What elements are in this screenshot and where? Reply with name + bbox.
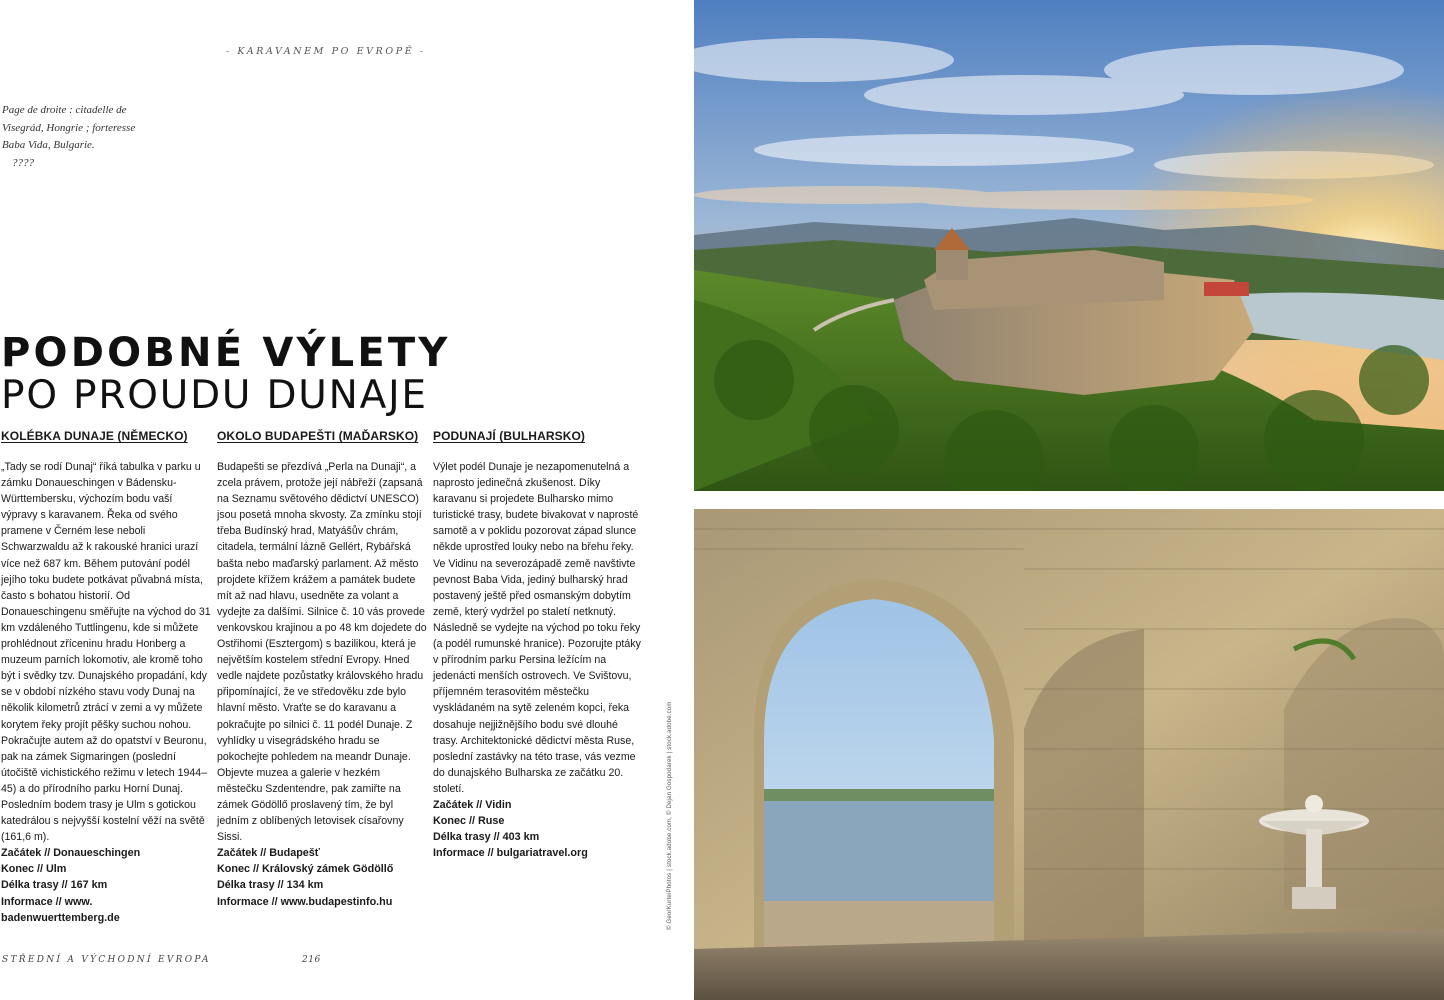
photo-credit: © GeorKurteiPhotos | stock.adobe.com, © Dejan Gospodarek | stock.adobe.com (667, 701, 673, 930)
fact-start: Začátek // Vidin (433, 798, 512, 811)
column-heading: OKOLO BUDAPEŠTI (MAĎARSKO) (217, 429, 419, 443)
caption-marks: ???? (12, 156, 34, 169)
caption-text: Page de droite : citadelle de Visegrád, Hongrie ; forteresse Baba Vida, Bulgarie. (2, 104, 136, 151)
folio-section: STŘEDNÍ A VÝCHODNÍ EVROPA (2, 955, 211, 965)
column-body: Budapešti se přezdívá „Perla na Dunaji“, a zcela právem, protože její nábřeží (zapsaná na Seznamu světového dědictví UNESCO) jsou posetá mnoha skvosty. Za zmínku stojí třeba Budínský hrad, Matyášův chrám, citadela, termální lázně Gellért, Rybářská bašta nebo maďarský parlament. Až město projdete křížem krážem a památek budete mít až nad hlavu, usedněte za volant a vydejte za dalšími. Silnice č. 10 vás provede venkovskou krajinou a po 48 km dojedete do Ostřihomi (Esztergom) s bazilikou, která je největším kostelem střední Evropy. Hned vedle najdete pozůstatky královského hradu připomínající, že ve středověku zde bylo hlavní město. Vraťte se do karavanu a pokračujte po silnici č. 11 podél Dunaje. Z vyhlídky u visegrádského hradu se pokochejte pohledem na meandr Dunaje. Objevte muzea a galerie v hezkém městečku Szdentendre, pak zamiřte na zámek Gödöllő proslavený tím, že byl jedním z oblíbených letovisek císařovny Sissi. (217, 461, 427, 844)
fact-end: Konec // Ruse (433, 815, 505, 828)
photo-visegrad-citadel (694, 0, 1444, 491)
column-bulgaria (433, 428, 643, 861)
column-hungary (217, 428, 427, 910)
fortress-illustration (694, 509, 1444, 1000)
fact-end: Konec // Ulm (1, 863, 67, 876)
fact-length: Délka trasy // 403 km (433, 831, 540, 844)
route-facts (433, 797, 643, 861)
photo-baba-vida-fortress (694, 509, 1444, 1000)
route-facts (1, 845, 211, 925)
fact-info: Informace // bulgariatravel.org (433, 847, 588, 860)
citadel-illustration (694, 0, 1444, 491)
fact-length: Délka trasy // 134 km (217, 879, 324, 892)
column-heading: PODUNAJÍ (BULHARSKO) (433, 429, 585, 443)
article-title (1, 330, 451, 416)
fact-start: Začátek // Budapešť (217, 847, 320, 860)
title-line-2: PO PROUDU DUNAJE (1, 373, 428, 418)
fact-info: Informace // www.budapestinfo.hu (217, 895, 393, 908)
fact-info-url: badenwuerttemberg.de (1, 911, 120, 924)
fact-info: Informace // www. (1, 895, 93, 908)
fact-length: Délka trasy // 167 km (1, 879, 108, 892)
running-head: - KARAVANEM PO EVROPĚ - (226, 46, 426, 57)
fact-end: Konec // Královský zámek Gödöllő (217, 863, 394, 876)
page-number: 216 (302, 955, 321, 965)
column-body: „Tady se rodí Dunaj“ říká tabulka v parku u zámku Donaueschingen v Bádensku-Württembersku, výchozím bodu vaší výpravy s karavanem. Řeka od svého pramene v Černém lese neboli Schwarzwaldu až k rakouské hranici urazí více než 687 km. Během putování podél jejího toku budete potkávat půvabná místa, často s bohatou historií. Od Donaueschingenu směřujte na východ do 31 km vzdáleného Tuttlingenu, kde si můžete prohlédnout zříceninu hradu Honberg a muzeum parních lokomotiv, ale kromě toho být i svědky tzv. Dunajského propadání, kdy se v období nízkého stavu vody Dunaj na několik kilometrů ztrácí v zemi a vy můžete korytem řeky projít pěšky suchou nohou. Pokračujte autem až do opatství v Beuronu, pak na zámek Sigmaringen (poslední útočiště vichistického režimu v letech 1944–45) a do přírodního parku Horní Dunaj. Posledním bodem trasy je Ulm s gotickou katedrálou s nejvyšší kostelní věží na světě (161,6 m). (1, 461, 211, 844)
title-line-1: PODOBNÉ VÝLETY (1, 330, 451, 376)
route-facts (217, 845, 427, 909)
column-germany (1, 428, 211, 926)
fact-start: Začátek // Donaueschingen (1, 847, 141, 860)
photo-caption (2, 102, 152, 172)
column-body: Výlet podél Dunaje je nezapomenutelná a naprosto jedinečná zkušenost. Díky karavanu si projedete Bulharsko mimo turistické trasy, budete bivakovat v naprosté samotě a v poklidu pozorovat západ slunce někde uprostřed louky nebo na břehu řeky. Ve Vidinu na severozápadě země navštivte pevnost Baba Vida, jediný bulharský hrad postavený ještě před osmanským dobytím země, který vydržel po staletí netknutý. Následně se vydejte na východ po toku řeky (a podél rumunské hranice). Pozorujte ptáky v přírodním parku Persina ležícím na jedenácti menších ostrovech. Ve Svištovu, příjemném terasovitém městečku vyskládaném na sytě zeleném kopci, řeka dosahuje nejjižnějšího bodu své dlouhé trasy. Architektonické dědictví města Ruse, poslední zastávky na této trase, vás vezme do dunajského Bulharska ze začátku 20. století. (433, 461, 641, 795)
column-heading: KOLÉBKA DUNAJE (NĚMECKO) (1, 429, 188, 443)
